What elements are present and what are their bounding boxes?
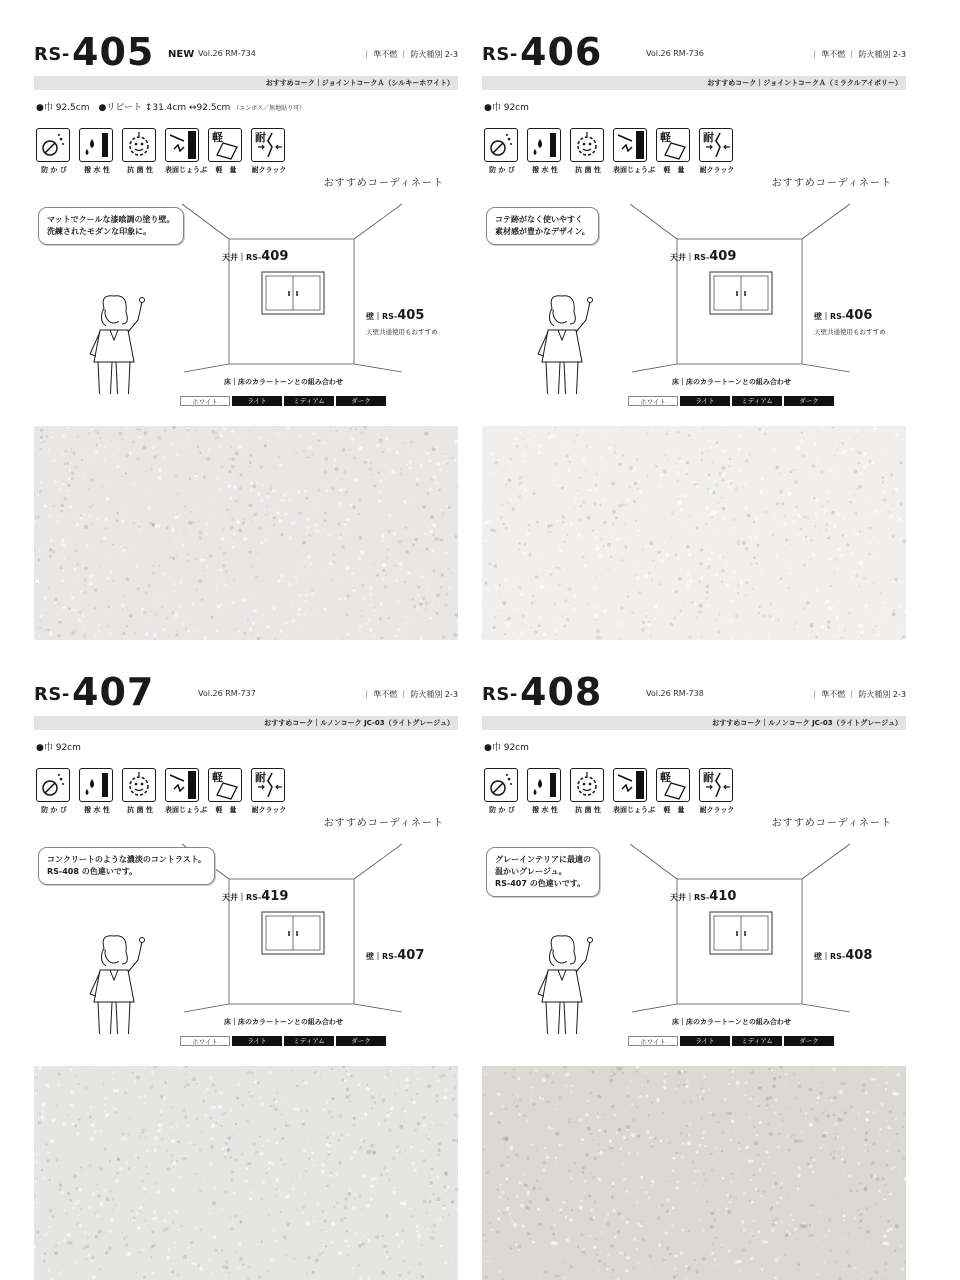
tone-medium-button[interactable]: ミディアム <box>732 1036 782 1046</box>
icon-label: 撥 水 性 <box>532 806 558 814</box>
icon-label: 防 か び <box>489 166 515 174</box>
crack-resistant-icon <box>251 768 287 816</box>
tone-light-button[interactable]: ライト <box>680 396 730 406</box>
crack-resistant-glyph: 耐 <box>255 131 266 144</box>
volume-reference: Vol.26 RM-734 <box>198 49 256 58</box>
texture-swatch <box>482 426 906 640</box>
coordinate-heading: おすすめコーディネート <box>323 178 444 189</box>
floor-tone-selector <box>180 1036 386 1046</box>
ceiling-label <box>670 249 736 264</box>
icon-label: 軽 量 <box>663 806 685 814</box>
spec-text: ●巾 92.5cm ●リピート ↕31.4cm ↔92.5cm <box>36 103 231 113</box>
water-repellent-icon <box>527 128 563 176</box>
product-code-number: 407 <box>72 670 155 714</box>
antibacterial-icon <box>122 128 158 176</box>
bubble-line: RS-407 の色違いです。 <box>495 879 586 888</box>
texture-swatch <box>482 1066 906 1280</box>
crack-resistant-icon <box>251 128 287 176</box>
wall-prefix: 壁｜RS- <box>814 952 846 961</box>
speech-bubble <box>486 207 599 245</box>
lightweight-icon <box>208 128 244 176</box>
coordinate-heading: おすすめコーディネート <box>771 818 892 829</box>
icon-label: 表面じょうぶ <box>613 806 655 814</box>
water-repellent-icon <box>79 128 115 176</box>
lightweight-icon <box>656 128 692 176</box>
ceiling-code: 409 <box>261 249 289 264</box>
bubble-line: 素材感が豊かなデザイン。 <box>495 227 590 236</box>
product-code-prefix: RS- <box>482 684 518 705</box>
bubble-line: RS-408 の色違いです。 <box>47 867 138 876</box>
antibacterial-icon <box>570 128 606 176</box>
spec-note: （エンボス／無地貼り可） <box>233 105 306 112</box>
icon-label: 抗 菌 性 <box>127 166 153 174</box>
woman-figure-icon <box>90 296 145 394</box>
tone-white-button[interactable]: ホワイト <box>628 396 678 406</box>
wall-code: 405 <box>397 308 425 323</box>
ceiling-code: 410 <box>709 889 737 904</box>
antibacterial-icon <box>122 768 158 816</box>
tone-light-button[interactable]: ライト <box>680 1036 730 1046</box>
tone-dark-button[interactable]: ダーク <box>784 396 834 406</box>
feature-icons <box>36 768 296 816</box>
ceiling-code: 409 <box>709 249 737 264</box>
tone-white-button[interactable]: ホワイト <box>180 1036 230 1046</box>
tone-light-button[interactable]: ライト <box>232 1036 282 1046</box>
icon-label: 表面じょうぶ <box>613 166 655 174</box>
product-panel <box>34 670 458 1274</box>
antibacterial-icon <box>570 768 606 816</box>
ceiling-prefix: 天井｜RS- <box>670 253 710 262</box>
floor-label: 床｜床のカラートーンとの組み合わせ <box>224 378 343 386</box>
icon-label: 防 か び <box>41 166 67 174</box>
crack-resistant-icon <box>699 128 735 176</box>
product-code-prefix: RS- <box>34 684 70 705</box>
tone-dark-button[interactable]: ダーク <box>784 1036 834 1046</box>
ceiling-prefix: 天井｜RS- <box>670 893 710 902</box>
wall-code: 406 <box>845 308 873 323</box>
bubble-line: グレーインテリアに最適の <box>495 855 591 864</box>
crack-resistant-icon <box>699 768 735 816</box>
fire-rating: ｜ 準不燃 ｜ 防火種別 2-3 <box>810 50 906 59</box>
spec-line <box>484 100 529 113</box>
recommended-caulk-bar: おすすめコーク｜ルノンコーク JC-03（ライトグレージュ） <box>34 716 458 730</box>
tone-medium-button[interactable]: ミディアム <box>284 396 334 406</box>
water-repellent-icon <box>527 768 563 816</box>
floor-label: 床｜床のカラートーンとの組み合わせ <box>672 378 791 386</box>
icon-label: 抗 菌 性 <box>575 166 601 174</box>
floor-tone-selector <box>628 396 834 406</box>
mold-resistant-icon <box>484 128 520 176</box>
bubble-line: 洗練されたモダンな印象に。 <box>47 227 152 236</box>
coordinate-heading: おすすめコーディネート <box>771 178 892 189</box>
feature-icons <box>484 768 744 816</box>
texture-swatch <box>34 426 458 640</box>
icon-label: 耐クラック <box>699 806 735 814</box>
fire-rating: ｜ 準不燃 ｜ 防火種別 2-3 <box>362 50 458 59</box>
ceiling-label <box>670 889 736 904</box>
wall-label <box>366 308 424 323</box>
volume-reference: Vol.26 RM-737 <box>198 689 256 698</box>
spec-line <box>484 740 529 753</box>
product-code-prefix: RS- <box>34 44 70 65</box>
durable-surface-icon <box>165 128 207 176</box>
floor-tone-selector <box>180 396 386 406</box>
volume-reference: Vol.26 RM-738 <box>646 689 704 698</box>
icon-label: 抗 菌 性 <box>127 806 153 814</box>
lightweight-glyph: 軽 <box>660 131 671 144</box>
wall-prefix: 壁｜RS- <box>366 312 398 321</box>
ceiling-label <box>222 249 288 264</box>
tone-white-button[interactable]: ホワイト <box>628 1036 678 1046</box>
floor-tone-selector <box>628 1036 834 1046</box>
feature-icons <box>36 128 296 176</box>
coordinate-heading: おすすめコーディネート <box>323 818 444 829</box>
icon-label: 撥 水 性 <box>84 806 110 814</box>
durable-surface-icon <box>613 128 655 176</box>
durable-surface-icon <box>165 768 207 816</box>
lightweight-glyph: 軽 <box>212 131 223 144</box>
tone-medium-button[interactable]: ミディアム <box>284 1036 334 1046</box>
speech-bubble <box>38 207 184 245</box>
icon-label: 撥 水 性 <box>532 166 558 174</box>
icon-label: 軽 量 <box>215 806 237 814</box>
lightweight-icon <box>656 768 692 816</box>
product-code-number: 405 <box>72 30 155 74</box>
wall-code: 407 <box>397 948 425 963</box>
bubble-line: コンクリートのような濃淡のコントラスト。 <box>47 855 206 864</box>
ceiling-prefix: 天井｜RS- <box>222 893 262 902</box>
lightweight-glyph: 軽 <box>212 771 223 784</box>
recommended-caulk-bar: おすすめコーク｜ジョイントコークＡ（ミラクルアイボリー） <box>482 76 906 90</box>
floor-label: 床｜床のカラートーンとの組み合わせ <box>224 1018 343 1026</box>
wall-label <box>366 948 424 963</box>
product-code-number: 408 <box>520 670 603 714</box>
floor-label: 床｜床のカラートーンとの組み合わせ <box>672 1018 791 1026</box>
woman-figure-icon <box>538 936 593 1034</box>
tone-dark-button[interactable]: ダーク <box>336 1036 386 1046</box>
water-repellent-icon <box>79 768 115 816</box>
product-panel <box>34 30 458 634</box>
spec-text: ●巾 92cm <box>36 743 81 753</box>
wall-prefix: 壁｜RS- <box>366 952 398 961</box>
icon-label: 軽 量 <box>663 166 685 174</box>
mold-resistant-icon <box>36 128 72 176</box>
crack-resistant-glyph: 耐 <box>703 131 714 144</box>
feature-icons <box>484 128 744 176</box>
lightweight-glyph: 軽 <box>660 771 671 784</box>
durable-surface-icon <box>613 768 655 816</box>
wall-note: 天壁共通使用もおすすめ <box>814 328 886 336</box>
icon-label: 耐クラック <box>251 166 287 174</box>
mold-resistant-icon <box>484 768 520 816</box>
texture-swatch <box>34 1066 458 1280</box>
icon-label: 耐クラック <box>699 166 735 174</box>
fire-rating: ｜ 準不燃 ｜ 防火種別 2-3 <box>362 690 458 699</box>
icon-label: 軽 量 <box>215 166 237 174</box>
product-code-number: 406 <box>520 30 603 74</box>
product-panel <box>482 30 906 634</box>
icon-label: 耐クラック <box>251 806 287 814</box>
tone-light-button[interactable]: ライト <box>232 396 282 406</box>
bubble-line: マットでクールな漆喰調の塗り壁。 <box>47 215 175 224</box>
mold-resistant-icon <box>36 768 72 816</box>
product-code-prefix: RS- <box>482 44 518 65</box>
fire-rating: ｜ 準不燃 ｜ 防火種別 2-3 <box>810 690 906 699</box>
icon-label: 表面じょうぶ <box>165 806 207 814</box>
speech-bubble <box>38 847 215 885</box>
woman-figure-icon <box>538 296 593 394</box>
new-badge: NEW <box>168 49 195 60</box>
bubble-line: 温かいグレージュ。 <box>495 867 567 876</box>
speech-bubble <box>486 847 600 897</box>
ceiling-code: 419 <box>261 889 289 904</box>
woman-figure-icon <box>90 936 145 1034</box>
icon-label: 抗 菌 性 <box>575 806 601 814</box>
tone-white-button[interactable]: ホワイト <box>180 396 230 406</box>
spec-text: ●巾 92cm <box>484 103 529 113</box>
wall-prefix: 壁｜RS- <box>814 312 846 321</box>
ceiling-prefix: 天井｜RS- <box>222 253 262 262</box>
recommended-caulk-bar: おすすめコーク｜ジョイントコークＡ（シルキーホワイト） <box>34 76 458 90</box>
icon-label: 表面じょうぶ <box>165 166 207 174</box>
icon-label: 防 か び <box>41 806 67 814</box>
icon-label: 撥 水 性 <box>84 166 110 174</box>
spec-line <box>36 100 305 113</box>
bubble-line: コテ跡がなく使いやすく <box>495 215 583 224</box>
tone-dark-button[interactable]: ダーク <box>336 396 386 406</box>
icon-label: 防 か び <box>489 806 515 814</box>
wall-code: 408 <box>845 948 873 963</box>
wall-label <box>814 948 872 963</box>
recommended-caulk-bar: おすすめコーク｜ルノンコーク JC-03（ライトグレージュ） <box>482 716 906 730</box>
crack-resistant-glyph: 耐 <box>703 771 714 784</box>
tone-medium-button[interactable]: ミディアム <box>732 396 782 406</box>
volume-reference: Vol.26 RM-736 <box>646 49 704 58</box>
wall-note: 天壁共通使用もおすすめ <box>366 328 438 336</box>
spec-line <box>36 740 81 753</box>
product-panel <box>482 670 906 1274</box>
wall-label <box>814 308 872 323</box>
spec-text: ●巾 92cm <box>484 743 529 753</box>
crack-resistant-glyph: 耐 <box>255 771 266 784</box>
ceiling-label <box>222 889 288 904</box>
lightweight-icon <box>208 768 244 816</box>
